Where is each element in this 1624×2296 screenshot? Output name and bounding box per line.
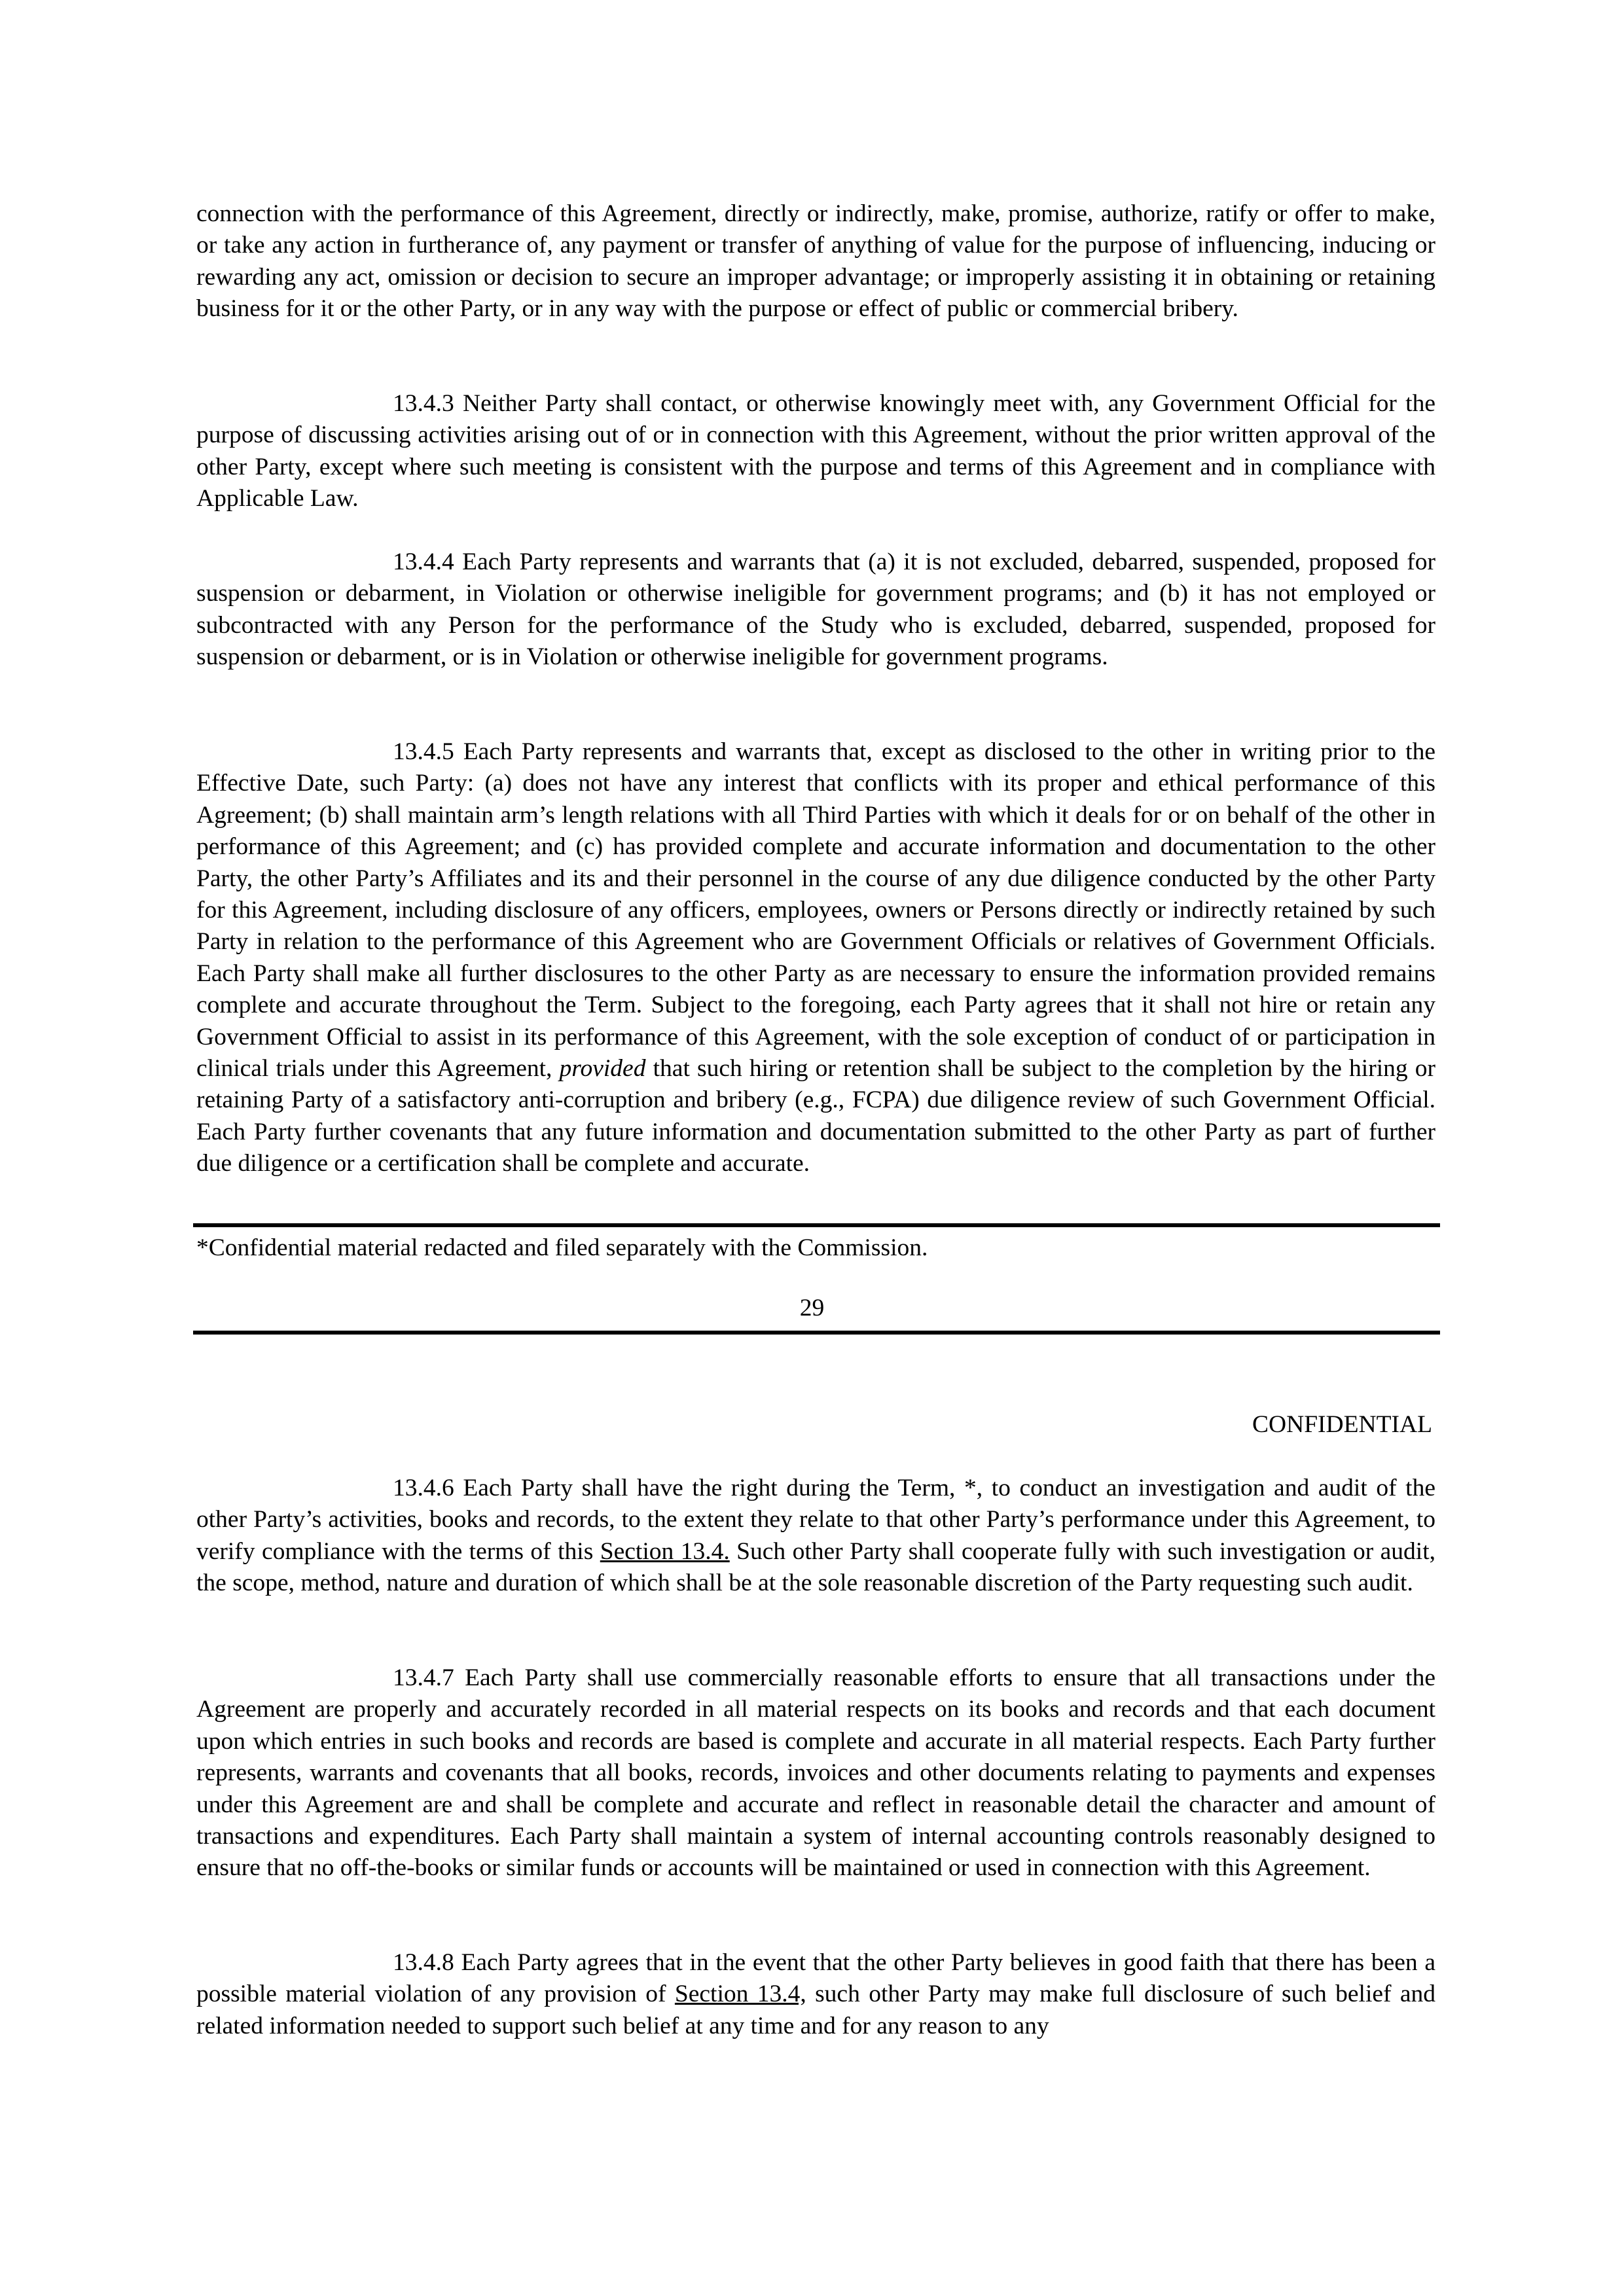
paragraph-text: 13.4.8 Each Party agrees that in the event that the other Party believes in good faith that there has been a possible material violation of any provision of xyxy=(196,1949,1435,2008)
paragraph-text: such other Party may make full disclosure of such belief and related information needed to support such belief at any time and for any reason to any xyxy=(196,1981,1436,2039)
section-reference-link: Section 13.4. xyxy=(600,1537,730,1565)
paragraph-text: 13.4.5 Each Party represents and warrants that, except as disclosed to the other in writing prior to the Effective Date, such Party: (a) does not have any interest that conflicts with its proper and ethical performance of this Agreement; (b) shall maintain arm’s length relations with all Third Parties with which it deals for or on behalf of the other in performance of this Agreement; and (c) has provided complete and accurate information and documentation to the other Party, the other Party’s Affiliates and its and their personnel in the course of any due diligence conducted by the other Party for this Agreement, including disclosure of any officers, employees, owners or Persons directly or indirectly retained by such Party in relation to the performance of this Agreement who are Government Officials or relatives of Government Officials. Each Party shall make all further disclosures to the other Party as are necessary to ensure the information provided remains complete and accurate throughout the Term. Subject to the foregoing, each Party agrees that it shall not hire or retain any Government Official to assist in its performance of this Agreement, with the sole exception of conduct of or participation in clinical trials under this Agreement, xyxy=(196,738,1435,1083)
footnote: *Confidential material redacted and filed separately with the Commission. xyxy=(196,1234,928,1261)
italic-term: provided xyxy=(559,1055,646,1083)
paragraph-text: that such hiring or retention shall be subject to the completion by the hiring or retaining Party of a satisfactory anti-corruption and bribery (e.g., FCPA) due diligence review of such Government Official. Each Party further covenants that any future information and documentation submitted to the other Party as part of further due diligence or a certification shall be complete and accurate. xyxy=(196,1055,1436,1177)
paragraph-text: 13.4.7 Each Party shall use commercially reasonable efforts to ensure that all transactions under the Agreement are properly and accurately recorded in all material respects on its books and records and that each document upon which entries in such books and records are based is complete and accurate in all material respects. Each Party further represents, warrants and covenants that all books, records, invoices and other documents relating to payments and expenses under this Agreement are and shall be complete and accurate and reflect in reasonable detail the character and amount of transactions and expenditures. Each Party shall maintain a system of internal accounting controls reasonably designed to ensure that no off-the-books or similar funds or accounts will be maintained or used in connection with this Agreement. xyxy=(196,1664,1435,1882)
confidential-header: CONFIDENTIAL xyxy=(1252,1411,1432,1438)
paragraph-13-4-4 xyxy=(196,547,1435,673)
paragraph-13-4-7 xyxy=(196,1662,1435,1884)
paragraph-text: 13.4.4 Each Party represents and warrants that (a) it is not excluded, debarred, suspended, proposed for suspension or debarment, in Violation or otherwise ineligible for government programs; and (b) it has not employed or subcontracted with any Person for the performance of the Study who is excluded, debarred, suspended, proposed for suspension or debarment, or is in Violation or otherwise ineligible for government programs. xyxy=(196,548,1435,671)
page-break-rule xyxy=(193,1331,1440,1335)
paragraph-text: Such other Party shall cooperate fully with such investigation or audit, the scope, method, nature and duration of which shall be at the sole reasonable discretion of the Party requesting such audit. xyxy=(196,1537,1435,1597)
paragraph-text: connection with the performance of this Agreement, directly or indirectly, make, promise, authorize, ratify or offer to make, or take any action in furtherance of, any payment or transfer of anything of value for the purpose of influencing, inducing or rewarding any act, omission or decision to secure an improper advantage; or improperly assisting it in obtaining or retaining business for it or the other Party, or in any way with the purpose or effect of public or commercial bribery. xyxy=(196,200,1435,323)
paragraph-continuation xyxy=(196,198,1435,325)
footer-top-rule xyxy=(193,1223,1440,1227)
page-number: 29 xyxy=(799,1295,825,1321)
section-reference-link: Section 13.4, xyxy=(674,1981,806,2008)
paragraph-text: 13.4.6 Each Party shall have the right during the Term, *, to conduct an investigation and audit of the other Party’s activities, books and records, to the extent they relate to that other Party’s performance under this Agreement, to verify compliance with the terms of this xyxy=(196,1475,1435,1565)
paragraph-13-4-6 xyxy=(196,1473,1435,1600)
paragraph-text: 13.4.3 Neither Party shall contact, or otherwise knowingly meet with, any Government Official for the purpose of discussing activities arising out of or in connection with this Agreement, without the prior written approval of the other Party, except where such meeting is consistent with the purpose and terms of this Agreement and in compliance with Applicable Law. xyxy=(196,390,1435,512)
paragraph-13-4-8 xyxy=(196,1947,1435,2042)
paragraph-13-4-5 xyxy=(196,736,1435,1180)
paragraph-13-4-3 xyxy=(196,388,1435,515)
